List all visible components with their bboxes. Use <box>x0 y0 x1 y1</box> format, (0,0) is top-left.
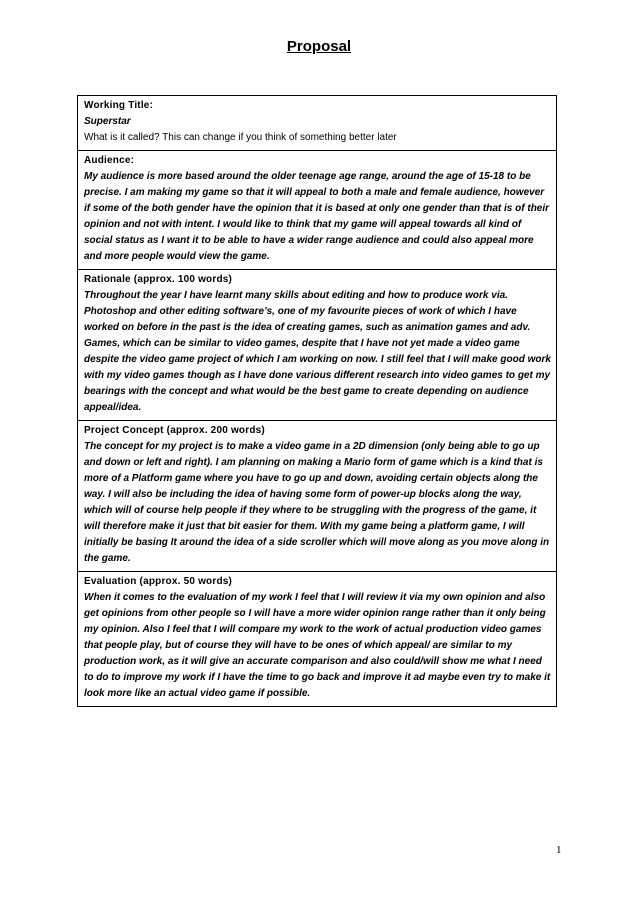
rationale-text: Throughout the year I have learnt many skills about editing and how to produce work via. Photoshop and other editing software’s, one of my favourite pieces of work of which I have worked on before in the past is the idea of creating games, such as animation games and adv. Games, which can be similar to video games, despite that I have not yet made a video game despite the video game project of which I am working on now. I still feel that I will make good work with my video games though as I have done various different research into video games to get my bearings with the concept and what would be the best game to create depending on audience appeal/idea. <box>84 290 551 413</box>
evaluation-cell <box>78 572 557 707</box>
evaluation-row <box>78 572 557 707</box>
document-title: Proposal <box>286 38 352 55</box>
project-concept-label: Project Concept (approx. 200 words) <box>84 425 265 436</box>
proposal-form-table <box>77 95 557 707</box>
rationale-cell <box>78 270 557 421</box>
project-concept-text: The concept for my project is to make a video game in a 2D dimension (only being able to go up and down or left and right). I am planning on making a Mario form of game which is a kind that is more of a Platform game where you have to go up and down, avoiding certain objects along the way. I will also be including the idea of having some form of power-up blocks along the way, which will of course help people if they where to be struggling with the progress of the game, it will therefore make it just that bit easier for them. With my game being a platform game, I will initially be basing It around the idea of a side scroller which will move along as you move along in the game. <box>84 441 550 564</box>
page-number: 1 <box>556 844 562 856</box>
audience-cell <box>78 151 557 270</box>
working-title-note: What is it called? This can change if you think of something better later <box>84 132 397 143</box>
evaluation-label: Evaluation (approx. 50 words) <box>84 576 233 587</box>
audience-row <box>78 151 557 270</box>
working-title-row <box>78 96 557 151</box>
evaluation-text: When it comes to the evaluation of my work I feel that I will review it via my own opinion and also get opinions from other people so I will have a more wider opinion range rather than it only being my opinion. Also I feel that I will compare my work to the work of actual production video games that people play, but of course they will have to be ones of which appeal/ are similar to my production work, as it will give an accurate comparison and also could/will show me what I need to do to improve my work if I have the time to go back and improve it ad maybe even try to make it look more like an actual video game if possible. <box>84 592 551 699</box>
rationale-row <box>78 270 557 421</box>
working-title-label: Working Title: <box>84 100 154 111</box>
working-title-value: Superstar <box>84 116 131 127</box>
working-title-cell <box>78 96 557 151</box>
project-concept-row <box>78 421 557 572</box>
project-concept-cell <box>78 421 557 572</box>
audience-text: My audience is more based around the older teenage age range, around the age of 15-18 to be precise. I am making my game so that it will appeal to both a male and female audience, however if some of the both gender have the opinion that it is based at only one gender than that is of their opinion and not with intent. I would like to think that my game will appeal towards all kind of social status as I want it to be able to have a wider range audience and could also appeal more and more people would view the game. <box>84 171 550 262</box>
rationale-label: Rationale (approx. 100 words) <box>84 274 233 285</box>
audience-label: Audience: <box>84 155 135 166</box>
